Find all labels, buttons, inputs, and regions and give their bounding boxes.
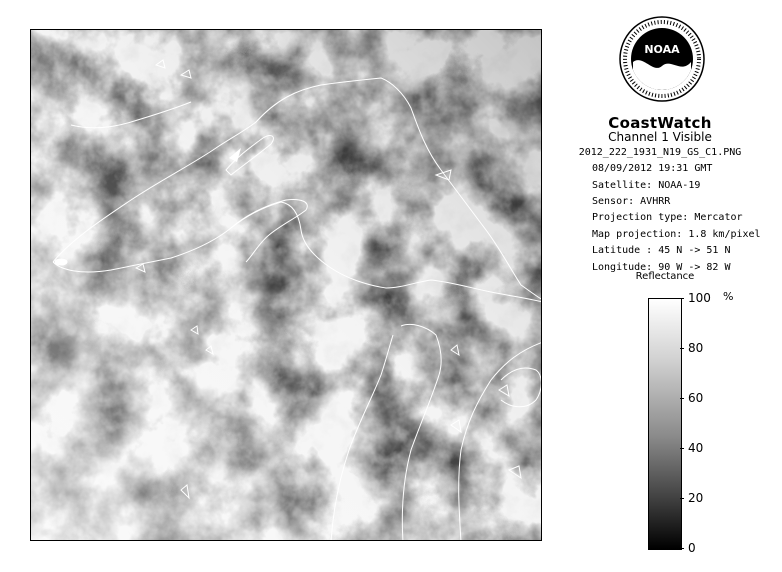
map-projection-label: Map projection: 1.8 km/pixel bbox=[592, 229, 761, 240]
satellite-image bbox=[30, 29, 542, 541]
noaa-logo-text: NOAA bbox=[644, 43, 680, 56]
satellite-map-svg bbox=[31, 30, 542, 541]
colorbar-tick-label: 60 bbox=[688, 391, 704, 405]
colorbar-tick bbox=[680, 298, 684, 299]
channel-label: Channel 1 Visible bbox=[608, 130, 712, 144]
panel-title: CoastWatch bbox=[608, 114, 712, 132]
colorbar-tick bbox=[680, 448, 684, 449]
latitude-label: Latitude : 45 N -> 51 N bbox=[592, 245, 731, 256]
sensor-label: Sensor: AVHRR bbox=[592, 196, 671, 207]
colorbar-tick-label: 80 bbox=[688, 341, 704, 355]
colorbar-tick-label: 40 bbox=[688, 441, 704, 455]
cloud-brightness-overlay bbox=[31, 30, 542, 541]
filename-label: 2012_222_1931_N19_GS_C1.PNG bbox=[578, 147, 742, 158]
colorbar-unit: % bbox=[723, 290, 734, 303]
longitude-label: Longitude: 90 W -> 82 W bbox=[592, 262, 731, 273]
bright-spot bbox=[55, 259, 67, 265]
colorbar-tick-label: 20 bbox=[688, 491, 704, 505]
datetime-label: 08/09/2012 19:31 GMT bbox=[592, 163, 713, 174]
colorbar-title: Reflectance bbox=[635, 271, 695, 282]
colorbar-tick bbox=[680, 498, 684, 499]
noaa-logo bbox=[619, 16, 705, 102]
satellite-label: Satellite: NOAA-19 bbox=[592, 180, 701, 191]
reflectance-colorbar bbox=[648, 298, 682, 550]
projection-type-label: Projection type: Mercator bbox=[592, 212, 743, 223]
colorbar-tick bbox=[680, 548, 684, 549]
colorbar-tick-label: 0 bbox=[688, 541, 696, 555]
colorbar-tick-label: 100 bbox=[688, 291, 711, 305]
colorbar-tick bbox=[680, 348, 684, 349]
colorbar-tick bbox=[680, 398, 684, 399]
